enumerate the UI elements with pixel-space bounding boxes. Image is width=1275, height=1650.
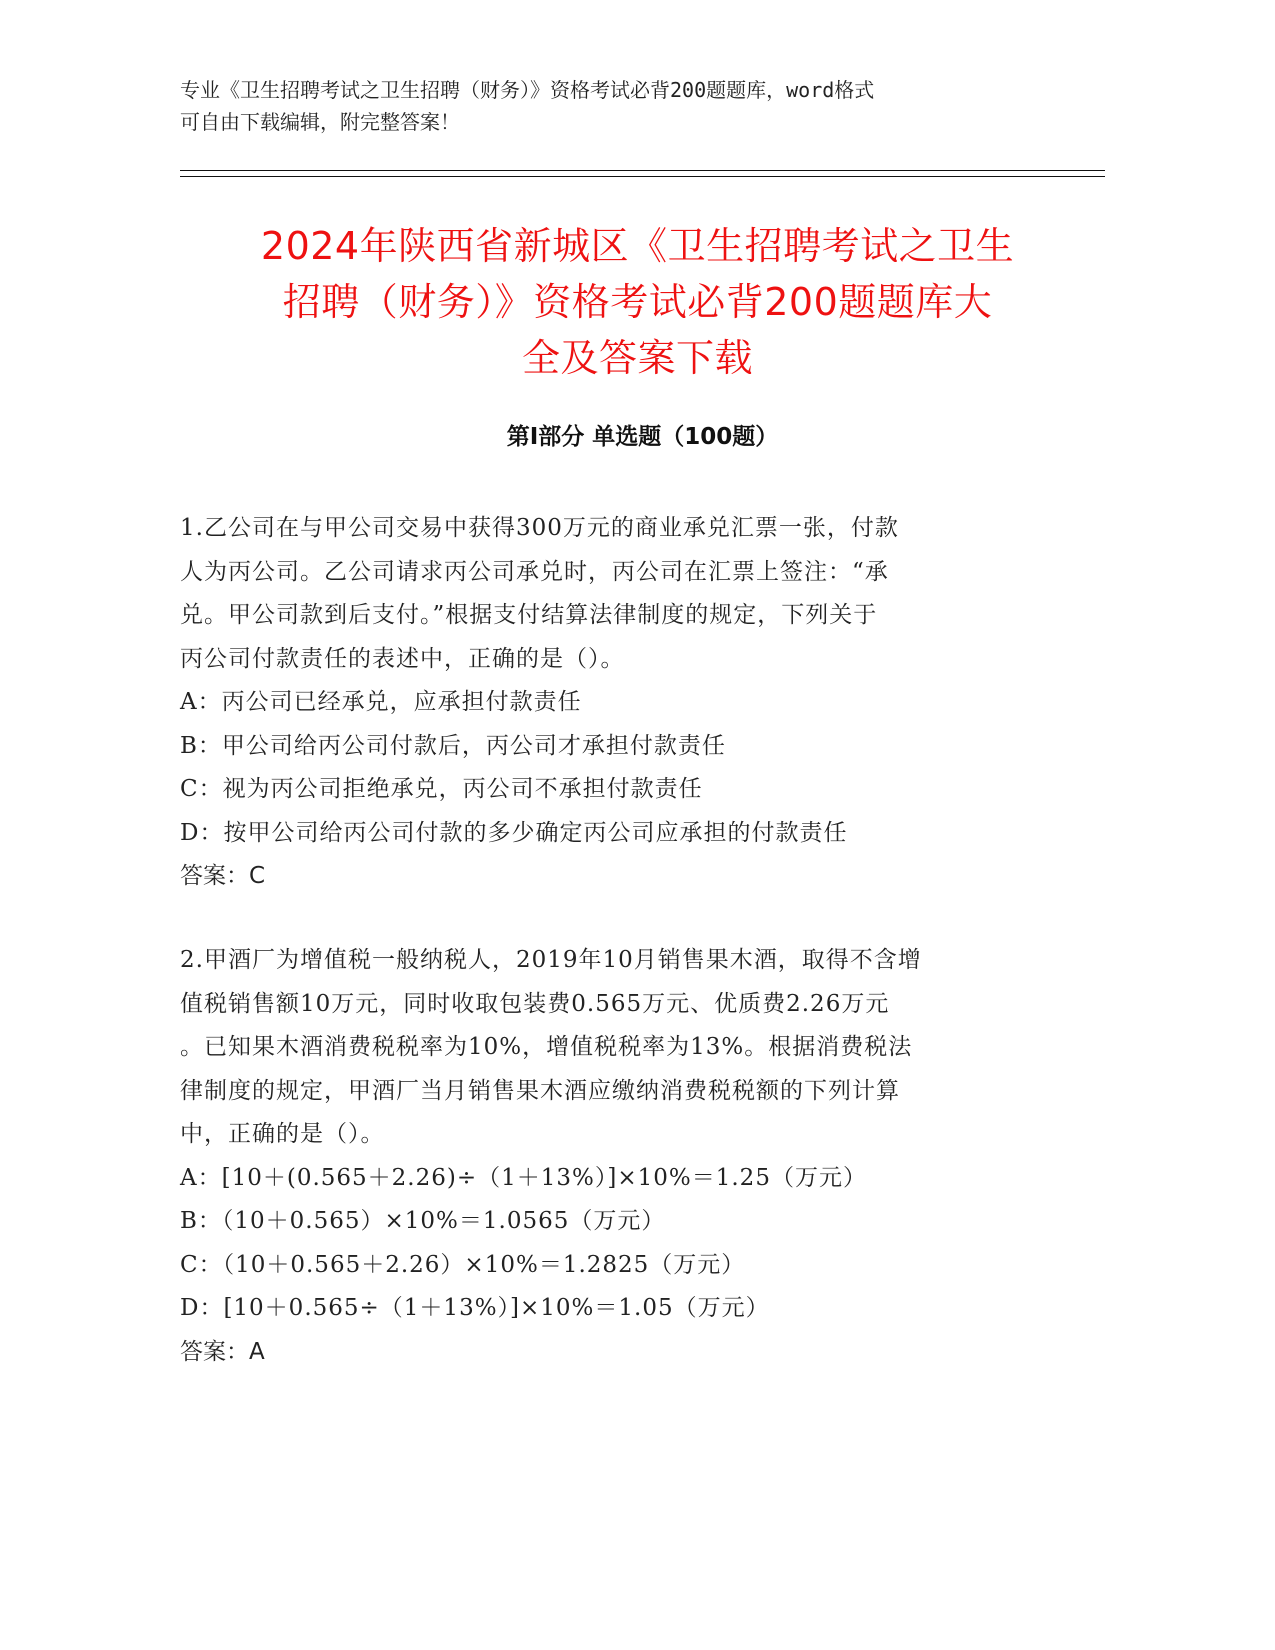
question-stem-line: 。已知果木酒消费税税率为10%，增值税税率为13%。根据消费税法 xyxy=(180,1034,913,1060)
header-note xyxy=(180,74,1040,138)
document-title-line: 全及答案下载 xyxy=(521,336,753,380)
question-stem-line: 中，正确的是（）。 xyxy=(180,1121,385,1147)
section-heading: 第Ⅰ部分 单选题（100题） xyxy=(506,424,779,450)
question-stem-line: 兑。甲公司款到后支付。”根据支付结算法律制度的规定，下列关于 xyxy=(180,602,878,628)
question-stem-line: 律制度的规定，甲酒厂当月销售果木酒应缴纳消费税税额的下列计算 xyxy=(180,1077,900,1104)
question-1 xyxy=(180,507,1040,899)
question-stem-line: 丙公司付款责任的表述中，正确的是（）。 xyxy=(180,645,625,672)
question-stem-line: 2.甲酒厂为增值税一般纳税人，2019年10月销售果木酒，取得不含增 xyxy=(180,947,922,973)
option-c: C：视为丙公司拒绝承兑，丙公司不承担付款责任 xyxy=(180,776,703,802)
document-title-line: 招聘（财务）》资格考试必背200题题库大 xyxy=(282,280,993,324)
option-c: C：（10＋0.565＋2.26）×10%＝1.2825（万元） xyxy=(180,1251,746,1278)
header-note-line: 专业《卫生招聘考试之卫生招聘（财务）》资格考试必背200题题库，word格式 xyxy=(180,78,875,102)
header-divider-top xyxy=(180,170,1105,171)
question-stem-line: 值税销售额10万元，同时收取包装费0.565万元、优质费2.26万元 xyxy=(180,990,890,1017)
option-d: D：按甲公司给丙公司付款的多少确定丙公司应承担的付款责任 xyxy=(180,819,848,846)
document-title xyxy=(160,218,1115,386)
answer: 答案：A xyxy=(180,1338,265,1365)
option-b: B：甲公司给丙公司付款后，丙公司才承担付款责任 xyxy=(180,732,726,759)
option-a: A：[10＋(0.565＋2.26)÷（1＋13%）]×10%＝1.25（万元） xyxy=(180,1164,867,1191)
question-2 xyxy=(180,939,1040,1374)
question-stem-line: 人为丙公司。乙公司请求丙公司承兑时，丙公司在汇票上签注：“承 xyxy=(180,558,889,585)
question-stem-line: 1.乙公司在与甲公司交易中获得300万元的商业承兑汇票一张，付款 xyxy=(180,515,899,541)
header-divider-bottom xyxy=(180,176,1105,177)
option-d: D：[10＋0.565÷（1＋13%）]×10%＝1.05（万元） xyxy=(180,1295,770,1321)
option-b: B：（10＋0.565）×10%＝1.0565（万元） xyxy=(180,1208,666,1234)
document-title-line: 2024年陕西省新城区《卫生招聘考试之卫生 xyxy=(260,224,1015,268)
header-note-line: 可自由下载编辑，附完整答案！ xyxy=(180,110,460,134)
answer: 答案：C xyxy=(180,863,266,889)
option-a: A：丙公司已经承兑，应承担付款责任 xyxy=(180,689,582,715)
